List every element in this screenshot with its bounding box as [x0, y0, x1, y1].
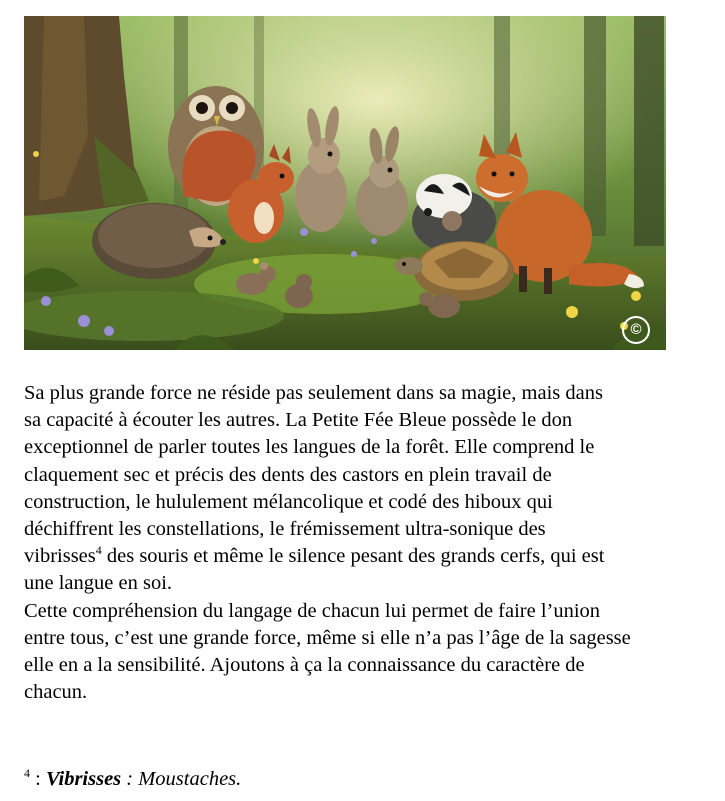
text-line: construction, le hululement mélancolique et codé des hiboux qui — [24, 490, 553, 513]
mouse-icon — [442, 211, 462, 231]
vibrisses-word: vibrisses — [24, 545, 96, 568]
text-line: exceptionnel de parler toutes les langues de la forêt. Elle comprend le — [24, 436, 595, 459]
text-line: une langue en soi. — [24, 572, 173, 595]
footnote-number: 4 — [24, 766, 30, 780]
forest-animals-illustration — [24, 16, 666, 350]
footnote-term: Vibrisses — [45, 768, 122, 790]
text-line: déchiffrent les constellations, le frémissement ultra-sonique des — [24, 518, 546, 541]
text-line: Sa plus grande force ne réside pas seulement dans sa magie, mais dans — [24, 382, 603, 404]
text-line: Cette compréhension du langage de chacun lui permet de faire l’union — [24, 599, 601, 622]
text-line-with-footnote — [24, 543, 704, 570]
text-line: elle en a la sensibilité. Ajoutons à ça la connaissance du caractère de — [24, 654, 585, 677]
footnote — [24, 766, 241, 793]
text-line: sa capacité à écouter les autres. La Petite Fée Bleue possède le don — [24, 409, 573, 432]
footnote-separator-2: : — [121, 768, 139, 790]
text-line: entre tous, c’est une grande force, même si elle n’a pas l’âge de la sagesse — [24, 626, 631, 649]
copyright-mark: © — [622, 316, 650, 344]
text-line: claquement sec et précis des dents des castors en plein travail de — [24, 463, 552, 486]
body-text — [24, 380, 704, 706]
footnote-definition: Moustaches. — [138, 768, 242, 790]
footnote-reference[interactable]: 4 — [95, 543, 102, 558]
text-line-rest: des souris et même le silence pesant des grands cerfs, qui est — [101, 545, 605, 568]
text-line: chacun. — [24, 681, 88, 704]
footnote-separator: : — [30, 768, 46, 790]
